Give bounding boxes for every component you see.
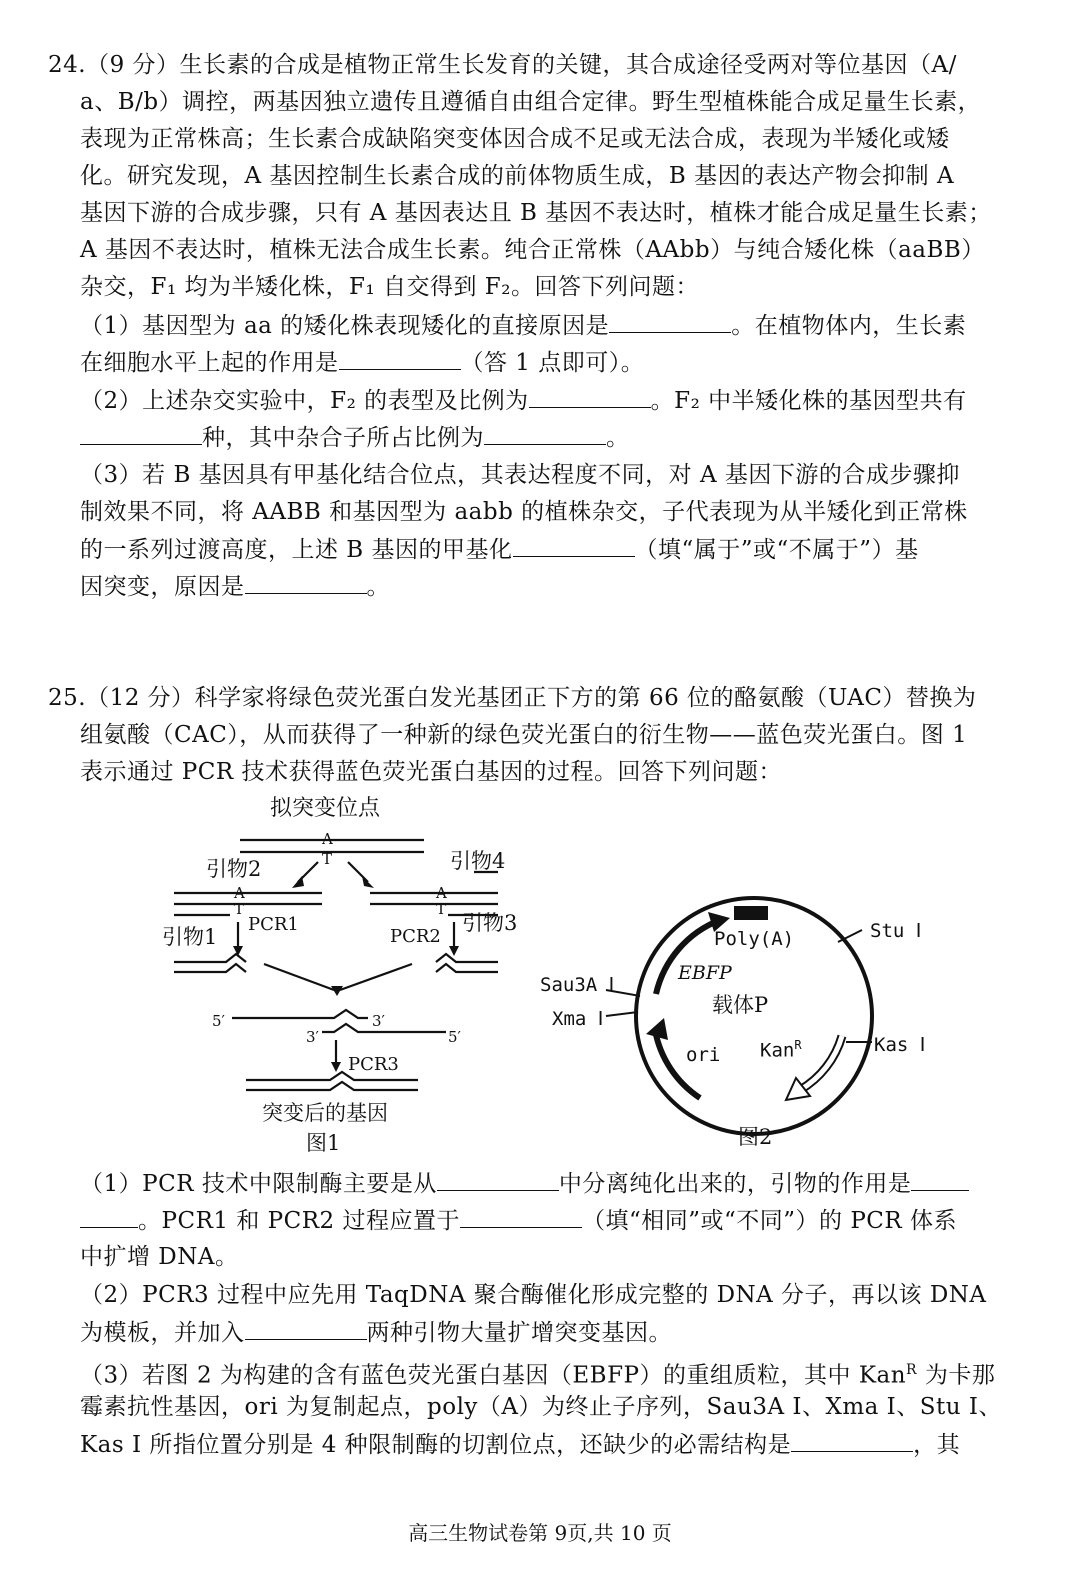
- right-base-top: A: [436, 884, 447, 902]
- q24-sub2-text-b: 。F₂ 中半矮化株的基因型共有: [650, 388, 967, 414]
- q25-sub3-line3: [80, 1429, 960, 1460]
- q24-sub1-text-b: 。在植物体内，生长素: [731, 313, 967, 339]
- q25-sub3-text-c: Kas Ⅰ 所指位置分别是 4 种限制酶的切割位点，还缺少的必需结构是: [80, 1432, 792, 1458]
- figure-1-caption: 图1: [306, 1131, 341, 1155]
- q25-sub1-line3: 中扩增 DNA。: [80, 1244, 239, 1270]
- ebfp-label: EBFP: [678, 962, 732, 984]
- primer-1-label: 引物1: [162, 925, 218, 949]
- polyA-label: Poly(A): [714, 928, 795, 950]
- pcr3-label: PCR3: [348, 1054, 399, 1075]
- q24-sub1-text-d: （答 1 点即可）。: [460, 350, 645, 376]
- left-base-bottom: T: [234, 900, 245, 918]
- kan-superscript: R: [794, 1038, 802, 1052]
- mutation-base-bottom: T: [322, 850, 333, 868]
- q24-sub3-text-f: 。: [366, 574, 390, 600]
- q25-line-2: 组氨酸（CAC），从而获得了一种新的绿色荧光蛋白的衍生物——蓝色荧光蛋白。图 1: [80, 722, 968, 748]
- q25-sub2-line1: （2）PCR3 过程中应先用 TaqDNA 聚合酶催化形成完整的 DNA 分子，再以该 DNA: [80, 1282, 987, 1308]
- answer-blank[interactable]: [911, 1168, 969, 1191]
- q25-sub3-text-a-tail: 为卡那: [917, 1362, 996, 1389]
- answer-blank[interactable]: [437, 1168, 559, 1191]
- q25-sub2-text-b: 为模板，并加入: [80, 1320, 245, 1346]
- q25-sub3-line2: 霉素抗性基因，ori 为复制起点，poly（A）为终止子序列，Sau3A Ⅰ、Xma Ⅰ、Stu Ⅰ、: [80, 1394, 1002, 1420]
- q24-line-3: 表现为正常株高；生长素合成缺陷突变体因合成不足或无法合成，表现为半矮化或矮: [80, 126, 950, 152]
- q25-sub3-text-a: （3）若图 2 为构建的含有蓝色荧光蛋白基因（EBFP）的重组质粒，其中 Kan: [80, 1362, 907, 1389]
- q25-sub2-text-c: 两种引物大量扩增突变基因。: [366, 1320, 672, 1346]
- q24-line-6: A 基因不表达时，植株无法合成生长素。纯合正常株（AAbb）与纯合矮化株（aaBB）: [80, 237, 985, 263]
- right-base-bottom: T: [436, 900, 447, 918]
- q25-line-3: 表示通过 PCR 技术获得蓝色荧光蛋白基因的过程。回答下列问题：: [80, 759, 783, 785]
- q25-sub1-text-b: 中分离纯化出来的，引物的作用是: [558, 1171, 912, 1197]
- answer-blank[interactable]: [245, 1317, 367, 1340]
- q24-sub3-text-d: （填“属于”或“不属于”）基: [634, 537, 919, 563]
- primer-4-label: 引物4: [450, 849, 506, 873]
- q25-sub1-text-a: （1）PCR 技术中限制酶主要是从: [80, 1171, 437, 1197]
- q24-sub3-text-c: 的一系列过渡高度，上述 B 基因的甲基化: [80, 537, 513, 563]
- stu-site-label: Stu Ⅰ: [870, 920, 922, 942]
- q24-sub3-line1: （3）若 B 基因具有甲基化结合位点，其表达程度不同，对 A 基因下游的合成步骤抑: [80, 462, 960, 488]
- q24-line-1: 24.（9 分）生长素的合成是植物正常生长发育的关键，其合成途径受两对等位基因（A/: [48, 52, 957, 78]
- answer-blank[interactable]: [80, 1205, 138, 1228]
- q24-line-4: 化。研究发现，A 基因控制生长素合成的前体物质生成，B 基因的表达产物会抑制 A: [80, 163, 955, 189]
- ori-label: ori: [686, 1044, 721, 1066]
- primer-2-label: 引物2: [206, 857, 262, 881]
- q24-sub1-text-a: （1）基因型为 aa 的矮化株表现矮化的直接原因是: [80, 313, 610, 339]
- q25-sub1-line2: [80, 1205, 957, 1236]
- q25-sub2-line2: [80, 1317, 672, 1348]
- q24-sub1-text-c: 在细胞水平上起的作用是: [80, 350, 339, 376]
- q25-sub3-line1: [80, 1355, 995, 1391]
- answer-blank[interactable]: [791, 1429, 913, 1452]
- figure-2-caption: 图2: [738, 1125, 773, 1149]
- strand-end-3-left: 3′: [306, 1028, 319, 1046]
- q25-sub3-superscript: R: [906, 1362, 918, 1378]
- q25-sub1-text-c: 。PCR1 和 PCR2 过程应置于: [138, 1208, 460, 1234]
- answer-blank[interactable]: [460, 1205, 582, 1228]
- mutation-base-top: A: [322, 830, 333, 848]
- q24-line-7: 杂交，F₁ 均为半矮化株，F₁ 自交得到 F₂。回答下列问题：: [80, 274, 699, 300]
- q24-sub3-text-e: 因突变，原因是: [80, 574, 245, 600]
- vector-label: 载体P: [712, 993, 769, 1017]
- q24-sub2-text-d: 。: [606, 425, 630, 451]
- kan-text: Kan: [760, 1039, 795, 1062]
- kas-site-label: Kas Ⅰ: [874, 1034, 926, 1056]
- kan-label: [760, 1032, 802, 1063]
- strand-end-3-right: 3′: [372, 1012, 385, 1030]
- page-footer: 高三生物试卷第 9页,共 10 页: [408, 1521, 672, 1545]
- q25-sub3-text-d: ，其: [913, 1432, 961, 1458]
- strand-end-5-right: 5′: [448, 1028, 461, 1046]
- pcr2-label: PCR2: [390, 926, 441, 947]
- q25-line-1: 25.（12 分）科学家将绿色荧光蛋白发光基团正下方的第 66 位的酪氨酸（UAC）替换为: [48, 685, 977, 711]
- q24-sub3-line2: 制效果不同，将 AABB 和基因型为 aabb 的植株杂交，子代表现为从半矮化到正常株: [80, 499, 968, 525]
- q24-sub2-text-c: 种，其中杂合子所占比例为: [202, 425, 484, 451]
- q24-sub2-text-a: （2）上述杂交实验中，F₂ 的表型及比例为: [80, 388, 529, 414]
- figure-1-title: 拟突变位点: [270, 796, 381, 821]
- xma-site-label: Xma Ⅰ: [552, 1008, 604, 1030]
- left-base-top: A: [234, 884, 245, 902]
- q24-line-2: a、B/b）调控，两基因独立遗传且遵循自由组合定律。野生型植株能合成足量生长素，: [80, 89, 982, 115]
- sau3a-site-label: Sau3A Ⅰ: [540, 974, 615, 996]
- q24-line-5: 基因下游的合成步骤，只有 A 基因表达且 B 基因不表达时，植株才能合成足量生长素；: [80, 200, 992, 226]
- q25-sub1-text-d: （填“相同”或“不同”）的 PCR 体系: [581, 1208, 958, 1234]
- strand-end-5-left: 5′: [212, 1012, 225, 1030]
- q25-sub1-line1: [80, 1168, 969, 1199]
- pcr1-label: PCR1: [248, 914, 299, 935]
- primer-3-label: 引物3: [462, 911, 518, 935]
- mutated-gene-label: 突变后的基因: [262, 1101, 388, 1125]
